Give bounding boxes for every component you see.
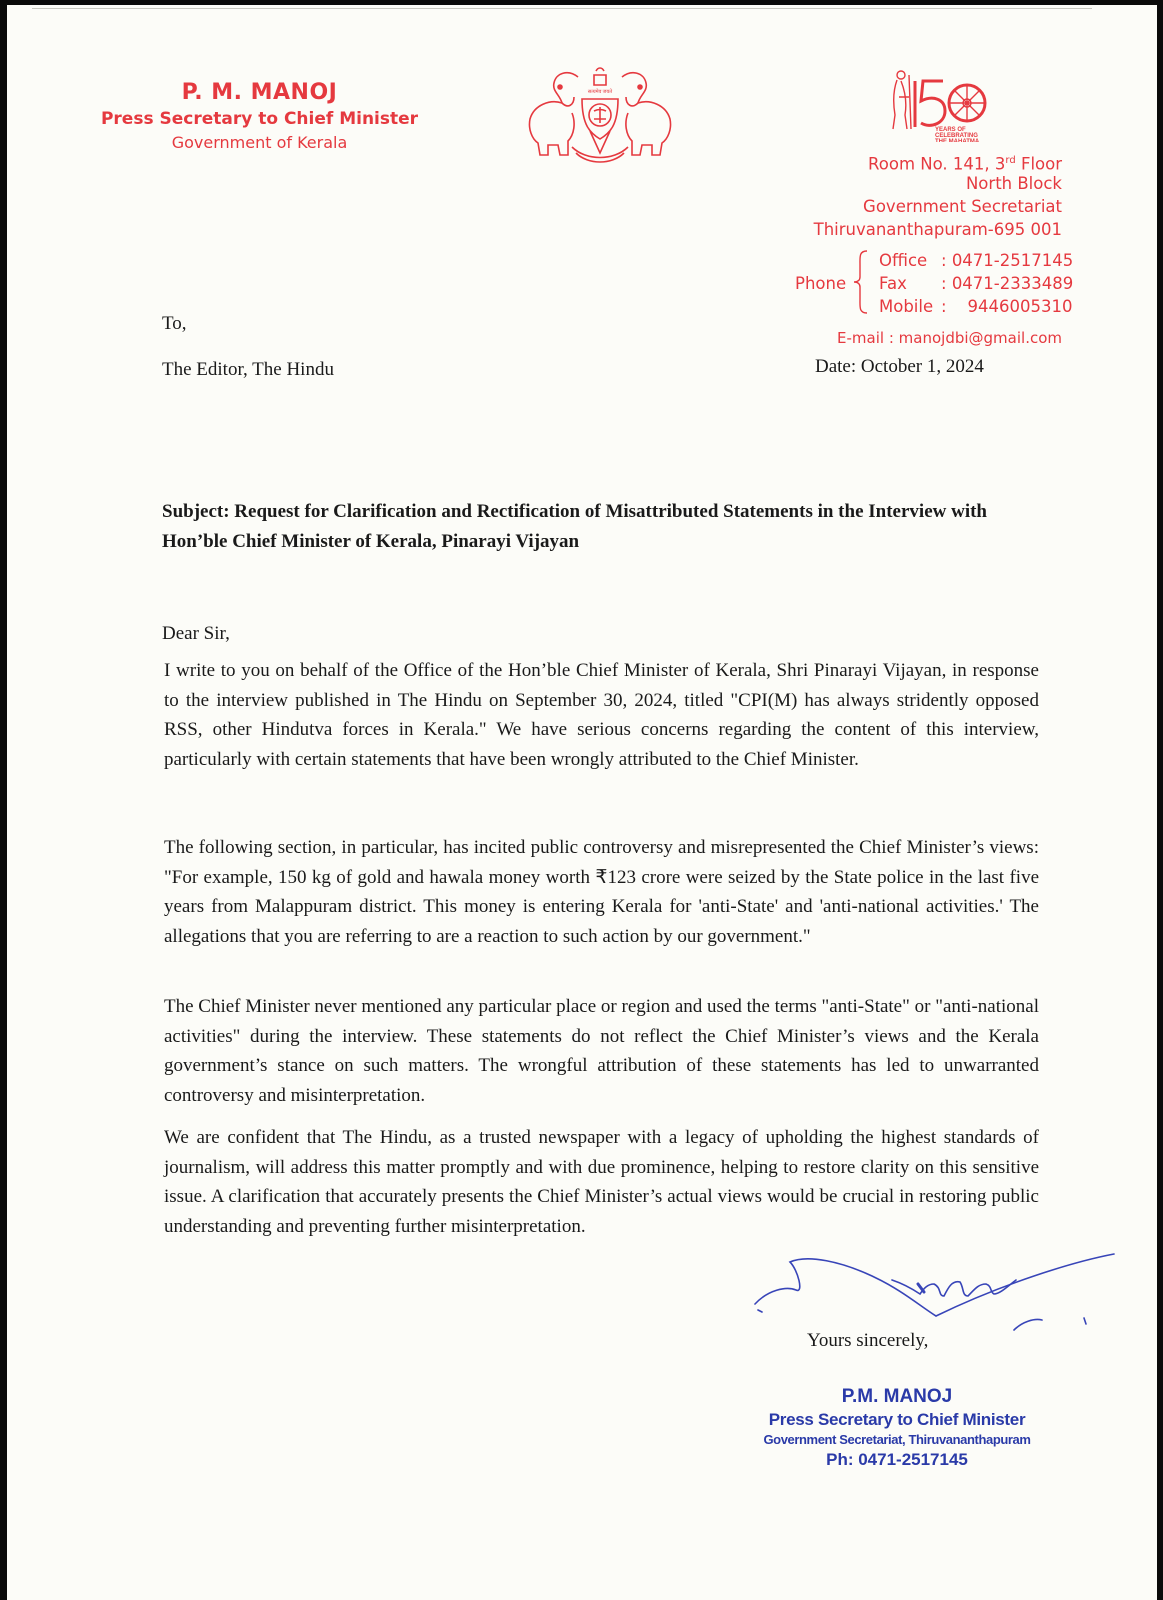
- stamp-title: Press Secretary to Chief Minister: [768, 1410, 1026, 1429]
- address-block: North Block: [965, 174, 1062, 193]
- stamp-phone: Ph: 0471-2517145: [826, 1450, 968, 1469]
- letterhead-government: Government of Kerala: [171, 133, 348, 152]
- phone-office-value: 0471-2517145: [951, 251, 1074, 270]
- email: E-mail : manojdbi@gmail.com: [837, 329, 1062, 347]
- letter-date: Date: October 1, 2024: [815, 356, 984, 377]
- brace-icon: [851, 249, 871, 315]
- phone-mobile-row: Mobile : 9446005310: [879, 297, 1073, 316]
- body-paragraph-4: We are confident that The Hindu, as a trusted newspaper with a legacy of upholding the highest standards of journalism, will address this matter promptly and with due prominence, helping to restore clarity on this sensitive issue. A clarification that accurately presents the Chief Minister’s actual views would be crucial in restoring public understanding and preventing further misinterpretation.: [164, 1127, 1039, 1237]
- svg-text:CELEBRATING: CELEBRATING: [935, 133, 978, 139]
- phone-mobile-value: 9446005310: [967, 297, 1073, 316]
- body-paragraph-2: The following section, in particular, has incited public controversy and misrepresented the Chief Minister’s views: "For example, 150 kg of gold and hawala money worth ₹123 crore were seized by the State police in the last five years from Malappuram district. This money is entering Kerala for 'anti-State' and 'anti-national activities.' The allegations that you are referring to are a reaction to such action by our government.": [164, 837, 1039, 947]
- phone-fax-value: 0471-2333489: [951, 274, 1074, 293]
- kerala-state-emblem-icon: [520, 65, 680, 165]
- address-city: Thiruvananthapuram-695 001: [813, 220, 1062, 239]
- closing: Yours sincerely,: [807, 1330, 929, 1351]
- phone-fax-row: Fax : 0471-2333489: [879, 274, 1074, 293]
- svg-text:सत्यमेव जयते: सत्यमेव जयते: [587, 90, 613, 95]
- address-room: Room No. 141, 3rd Floor: [868, 154, 1062, 174]
- scan-edge-line: [32, 8, 1092, 9]
- gandhi-150-badge-icon: [887, 67, 997, 142]
- address-office: Government Secretariat: [863, 197, 1062, 216]
- letterhead-name: P. M. MANOJ: [181, 80, 338, 105]
- body-paragraph-3: The Chief Minister never mentioned any particular place or region and used the terms "anti-State" or "anti-national activities" during the interview. These statements do not reflect the Chief Minister’s views and the Kerala government’s stance on such matters. The wrongful attribution of these statements has led to unwarranted controversy and misinterpretation.: [164, 996, 1039, 1106]
- svg-text:THE MAHATMA: THE MAHATMA: [935, 139, 980, 142]
- phone-office-row: Office : 0471-2517145: [879, 251, 1074, 270]
- salutation: Dear Sir,: [162, 623, 230, 644]
- body-paragraph-1: I write to you on behalf of the Office of the Hon’ble Chief Minister of Kerala, Shri Pinarayi Vijayan, in response to the interview published in The Hindu on September 30, 2024, titled "CPI(M) has always stridently opposed RSS, other Hindutva forces in Kerala." We have serious concerns regarding the content of this interview, particularly with certain statements that have been wrongly attributed to the Chief Minister.: [164, 660, 1039, 770]
- letterhead-title: Press Secretary to Chief Minister: [100, 109, 419, 129]
- stamp-name: P.M. MANOJ: [841, 1386, 953, 1407]
- recipient-to: To,: [162, 313, 187, 334]
- recipient-addressee: The Editor, The Hindu: [162, 359, 334, 380]
- official-stamp: [747, 1385, 1047, 1471]
- subject-line: Subject: Request for Clarification and Rectification of Misattributed Statements in the Interview with Hon’ble Chief Minister of Kerala, Pinarayi Vijayan: [162, 501, 987, 552]
- letter-page: [7, 5, 1157, 1600]
- stamp-office: Government Secretariat, Thiruvananthapuram: [763, 1432, 1031, 1447]
- phone-label: Phone: [795, 274, 847, 293]
- svg-text:YEARS OF: YEARS OF: [935, 127, 966, 133]
